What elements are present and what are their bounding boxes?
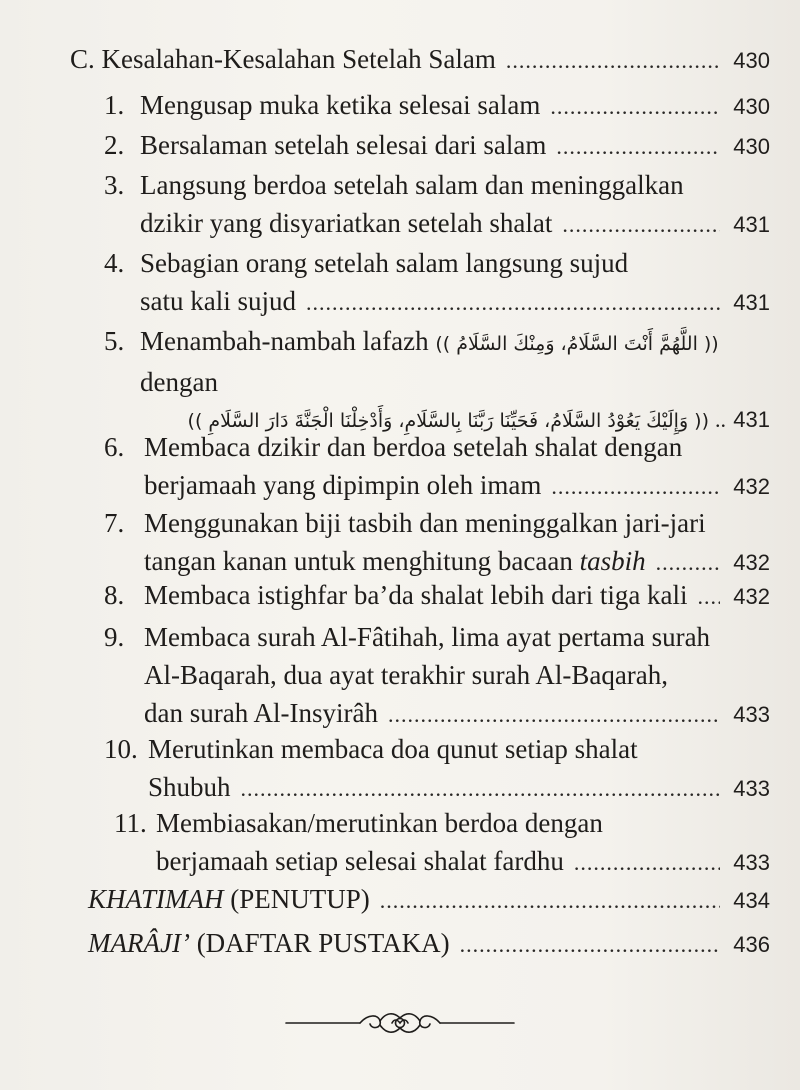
list-item xyxy=(104,86,770,126)
leader-dots xyxy=(380,882,720,920)
page-number: 432 xyxy=(733,550,770,575)
maraji-entry xyxy=(88,924,770,964)
item-number: 11. xyxy=(114,808,147,838)
item-text: (PENUTUP) xyxy=(230,884,370,914)
item-number: 6. xyxy=(104,432,125,462)
item-number: 5. xyxy=(104,326,125,356)
leader-dots xyxy=(241,770,720,808)
leader-dots xyxy=(556,128,720,166)
arabic-phrase: (( اللَّهُمَّ أَنْتَ السَّلَامُ، وَمِنْكَ السَّلَامُ )) xyxy=(435,333,719,355)
item-number: 1. xyxy=(104,90,125,120)
item-text-line: Sebagian orang setelah salam langsung sujud xyxy=(140,248,629,278)
item-text-line: Langsung berdoa setelah salam dan meninggalkan xyxy=(140,170,684,200)
italic-term: tasbih xyxy=(579,546,646,576)
page-number: 432 xyxy=(733,474,770,499)
item-text: Bersalaman setelah selesai dari salam xyxy=(140,130,547,160)
item-number: 7. xyxy=(104,508,125,538)
item-text: Membaca istighfar ba’da shalat lebih dari tiga kali xyxy=(144,580,688,610)
page-number: 430 xyxy=(733,134,770,159)
item-number: 10. xyxy=(104,734,138,764)
leader-dots: .. xyxy=(715,407,726,432)
item-text-line: dengan xyxy=(140,367,218,397)
item-text-line: berjamaah yang dipimpin oleh imam xyxy=(144,470,542,500)
item-number: 4. xyxy=(104,248,125,278)
khatimah-entry xyxy=(88,880,770,920)
page-number: 433 xyxy=(733,850,770,875)
item-text-line: Membaca surah Al-Fâtihah, lima ayat pertama surah xyxy=(144,622,711,652)
list-item xyxy=(114,804,770,882)
section-heading xyxy=(70,40,770,80)
leader-dots xyxy=(574,844,720,882)
leader-dots xyxy=(306,284,720,322)
section-title: C. Kesalahan-Kesalahan Setelah Salam xyxy=(70,44,496,74)
item-text: tangan kanan untuk menghitung bacaan xyxy=(144,546,573,576)
page-number: 431 xyxy=(733,212,770,237)
page-number: 430 xyxy=(733,48,770,73)
page-number: 433 xyxy=(733,776,770,801)
page-number: 430 xyxy=(733,94,770,119)
item-text-line: dzikir yang disyariatkan setelah shalat xyxy=(140,208,553,238)
item-text-line: Membiasakan/merutinkan berdoa dengan xyxy=(156,808,603,838)
item-text: (DAFTAR PUSTAKA) xyxy=(196,928,450,958)
item-text-line: satu kali sujud xyxy=(140,286,296,316)
page-number: 436 xyxy=(733,932,770,957)
item-text-line: berjamaah setiap selesai shalat fardhu xyxy=(156,846,564,876)
list-item xyxy=(104,730,770,808)
list-item xyxy=(104,244,770,322)
item-number: 9. xyxy=(104,622,125,652)
list-item xyxy=(104,504,770,582)
item-number: 2. xyxy=(104,130,125,160)
item-text-line xyxy=(144,542,646,580)
maraji-title xyxy=(88,924,450,962)
leader-dots xyxy=(698,578,720,616)
list-item xyxy=(104,322,770,440)
arabic-phrase: (( وَإِلَيْكَ يَعُوْدُ السَّلَامُ، فَحَيِّنَا رَبَّنَا بِالسَّلَامِ، وَأَدْخِلْنَا الْجَنَّةَ دَارَ السَّلَامِ )) xyxy=(187,410,709,432)
item-number: 8. xyxy=(104,580,125,610)
leader-dots xyxy=(551,468,720,506)
item-number: 3. xyxy=(104,170,125,200)
list-item xyxy=(104,618,770,734)
item-text-line: Menggunakan biji tasbih dan meninggalkan jari-jari xyxy=(144,508,706,538)
item-text: Menambah-nambah lafazh xyxy=(140,326,429,356)
page-number: 431 xyxy=(733,290,770,315)
item-text-line: dan surah Al-Insyirâh xyxy=(144,698,378,728)
list-item xyxy=(104,126,770,166)
leader-dots xyxy=(506,42,720,80)
item-text-line xyxy=(140,322,770,363)
leader-dots xyxy=(460,926,720,964)
item-text-line: Al-Baqarah, dua ayat terakhir surah Al-Baqarah, xyxy=(144,660,669,690)
leader-dots xyxy=(550,88,720,126)
page-number: 432 xyxy=(733,584,770,609)
list-item xyxy=(104,576,770,616)
page-number: 431 xyxy=(733,407,770,432)
ornament-flourish-icon xyxy=(282,1008,518,1038)
item-text-line: Membaca dzikir dan berdoa setelah shalat dengan xyxy=(144,432,683,462)
leader-dots xyxy=(562,206,720,244)
page-number: 433 xyxy=(733,702,770,727)
leader-dots xyxy=(388,696,720,734)
item-text: Mengusap muka ketika selesai salam xyxy=(140,90,541,120)
list-item xyxy=(104,166,770,244)
italic-term: KHATIMAH xyxy=(88,884,224,914)
list-item xyxy=(104,428,770,506)
italic-term: MARÂJI’ xyxy=(88,928,190,958)
page-number: 434 xyxy=(733,888,770,913)
khatimah-title xyxy=(88,880,370,918)
item-text-line: Merutinkan membaca doa qunut setiap shalat xyxy=(148,734,638,764)
item-text-line: Shubuh xyxy=(148,772,231,802)
